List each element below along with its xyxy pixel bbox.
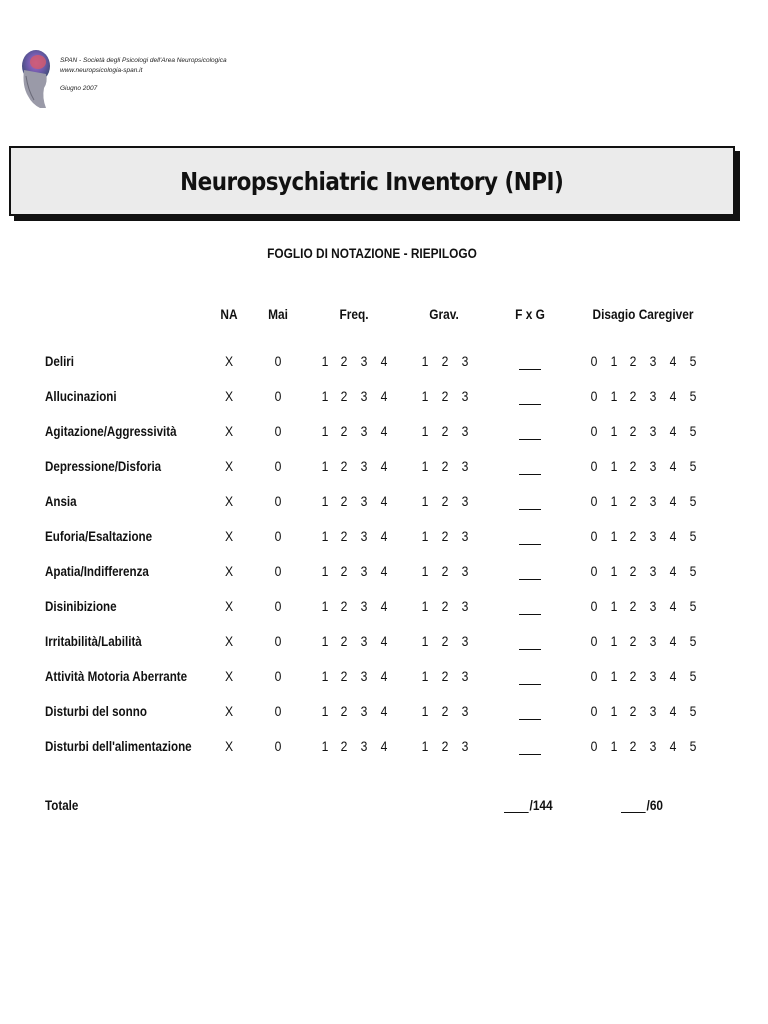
table-row	[0, 354, 768, 374]
symptom-label: Ansia	[45, 494, 77, 509]
disagio-option[interactable]: 1	[610, 354, 618, 369]
grav-option[interactable]: 3	[461, 494, 469, 509]
mai-option[interactable]: 0	[274, 739, 282, 754]
na-option[interactable]: X	[224, 494, 234, 509]
grav-option[interactable]: 3	[461, 354, 469, 369]
grav-option[interactable]: 2	[441, 739, 449, 754]
freq-option[interactable]: 4	[380, 669, 388, 684]
fxg-score-field[interactable]	[519, 389, 541, 405]
grav-option[interactable]: 1	[421, 669, 429, 684]
table-row	[0, 494, 768, 514]
grav-option[interactable]: 1	[421, 424, 429, 439]
fxg-score-field[interactable]	[519, 424, 541, 440]
disagio-option[interactable]: 3	[649, 634, 657, 649]
disagio-option[interactable]: 4	[669, 529, 677, 544]
grav-option[interactable]: 2	[441, 459, 449, 474]
na-option[interactable]: X	[224, 669, 234, 684]
symptom-label: Irritabilità/Labilità	[45, 634, 142, 649]
fxg-score-field[interactable]	[519, 634, 541, 650]
column-header-fxg: F x G	[515, 307, 545, 322]
freq-option[interactable]: 2	[340, 389, 348, 404]
fxg-score-field[interactable]	[519, 529, 541, 545]
disagio-option[interactable]: 1	[610, 459, 618, 474]
freq-option[interactable]: 3	[360, 599, 368, 614]
disagio-option[interactable]: 4	[669, 459, 677, 474]
freq-option[interactable]: 3	[360, 494, 368, 509]
freq-option[interactable]: 3	[360, 424, 368, 439]
mai-option[interactable]: 0	[274, 704, 282, 719]
organization-name: SPAN - Società degli Psicologi dell'Area Neuropsicologica	[60, 57, 227, 64]
disagio-option[interactable]: 1	[610, 739, 618, 754]
disagio-option[interactable]: 2	[629, 494, 637, 509]
grav-option[interactable]: 1	[421, 739, 429, 754]
mai-option[interactable]: 0	[274, 354, 282, 369]
table-row	[0, 389, 768, 409]
symptom-label: Attività Motoria Aberrante	[45, 669, 188, 684]
freq-option[interactable]: 1	[321, 564, 329, 579]
disagio-option[interactable]: 4	[669, 354, 677, 369]
disagio-option[interactable]: 1	[610, 669, 618, 684]
disagio-option[interactable]: 0	[590, 704, 598, 719]
grav-option[interactable]: 1	[421, 389, 429, 404]
fxg-score-field[interactable]	[519, 354, 541, 370]
disagio-option[interactable]: 5	[689, 494, 697, 509]
disagio-option[interactable]: 5	[689, 529, 697, 544]
disagio-option[interactable]: 2	[629, 564, 637, 579]
freq-option[interactable]: 3	[360, 529, 368, 544]
disagio-option[interactable]: 0	[590, 669, 598, 684]
disagio-option[interactable]: 4	[669, 599, 677, 614]
grav-option[interactable]: 3	[461, 529, 469, 544]
disagio-option[interactable]: 5	[689, 704, 697, 719]
disagio-option[interactable]: 2	[629, 739, 637, 754]
freq-option[interactable]: 4	[380, 599, 388, 614]
fxg-score-field[interactable]	[519, 739, 541, 755]
freq-option[interactable]: 1	[321, 354, 329, 369]
fxg-score-field[interactable]	[519, 459, 541, 475]
na-option[interactable]: X	[224, 634, 234, 649]
grav-option[interactable]: 2	[441, 704, 449, 719]
freq-option[interactable]: 4	[380, 354, 388, 369]
grav-option[interactable]: 3	[461, 564, 469, 579]
freq-option[interactable]: 1	[321, 704, 329, 719]
symptom-label: Disinibizione	[45, 599, 117, 614]
column-header-disagio: Disagio Caregiver	[592, 307, 694, 322]
freq-option[interactable]: 4	[380, 424, 388, 439]
grav-option[interactable]: 2	[441, 494, 449, 509]
disagio-option[interactable]: 1	[610, 424, 618, 439]
freq-option[interactable]: 4	[380, 389, 388, 404]
disagio-option[interactable]: 0	[590, 389, 598, 404]
column-header-na: NA	[220, 307, 238, 322]
disagio-option[interactable]: 4	[669, 669, 677, 684]
disagio-option[interactable]: 4	[669, 424, 677, 439]
disagio-option[interactable]: 3	[649, 389, 657, 404]
disagio-option[interactable]: 3	[649, 704, 657, 719]
freq-option[interactable]: 2	[340, 634, 348, 649]
grav-option[interactable]: 2	[441, 599, 449, 614]
table-row	[0, 669, 768, 689]
grav-option[interactable]: 1	[421, 599, 429, 614]
table-row	[0, 634, 768, 654]
section-subtitle: FOGLIO DI NOTAZIONE - RIEPILOGO	[267, 246, 477, 261]
mai-option[interactable]: 0	[274, 389, 282, 404]
grav-option[interactable]: 1	[421, 494, 429, 509]
disagio-option[interactable]: 1	[610, 494, 618, 509]
disagio-option[interactable]: 0	[590, 564, 598, 579]
na-option[interactable]: X	[224, 529, 234, 544]
grav-option[interactable]: 1	[421, 354, 429, 369]
freq-option[interactable]: 2	[340, 354, 348, 369]
freq-option[interactable]: 1	[321, 599, 329, 614]
mai-option[interactable]: 0	[274, 599, 282, 614]
freq-option[interactable]: 2	[340, 599, 348, 614]
disagio-option[interactable]: 2	[629, 354, 637, 369]
grav-option[interactable]: 3	[461, 704, 469, 719]
symptom-label: Agitazione/Aggressività	[45, 424, 177, 439]
freq-option[interactable]: 3	[360, 389, 368, 404]
grav-option[interactable]: 2	[441, 669, 449, 684]
disagio-option[interactable]: 0	[590, 599, 598, 614]
grav-option[interactable]: 3	[461, 424, 469, 439]
freq-option[interactable]: 4	[380, 634, 388, 649]
disagio-option[interactable]: 0	[590, 634, 598, 649]
table-row	[0, 599, 768, 619]
grav-option[interactable]: 2	[441, 529, 449, 544]
freq-option[interactable]: 3	[360, 739, 368, 754]
disagio-option[interactable]: 0	[590, 494, 598, 509]
total-fxg[interactable]: /144	[504, 798, 553, 813]
disagio-option[interactable]: 5	[689, 354, 697, 369]
freq-option[interactable]: 1	[321, 424, 329, 439]
table-row	[0, 564, 768, 584]
table-row	[0, 529, 768, 549]
freq-option[interactable]: 1	[321, 494, 329, 509]
fxg-score-field[interactable]	[519, 669, 541, 685]
symptom-label: Disturbi dell'alimentazione	[45, 739, 192, 754]
freq-option[interactable]: 4	[380, 739, 388, 754]
disagio-option[interactable]: 1	[610, 634, 618, 649]
mai-option[interactable]: 0	[274, 564, 282, 579]
table-row	[0, 704, 768, 724]
na-option[interactable]: X	[224, 354, 234, 369]
disagio-option[interactable]: 5	[689, 564, 697, 579]
disagio-option[interactable]: 1	[610, 564, 618, 579]
mai-option[interactable]: 0	[274, 459, 282, 474]
title-banner	[9, 146, 735, 216]
grav-option[interactable]: 3	[461, 634, 469, 649]
disagio-option[interactable]: 2	[629, 599, 637, 614]
fxg-score-field[interactable]	[519, 599, 541, 615]
grav-option[interactable]: 2	[441, 634, 449, 649]
disagio-option[interactable]: 0	[590, 424, 598, 439]
freq-option[interactable]: 1	[321, 739, 329, 754]
disagio-option[interactable]: 2	[629, 704, 637, 719]
symptom-label: Euforia/Esaltazione	[45, 529, 153, 544]
symptom-label: Apatia/Indifferenza	[45, 564, 149, 579]
mai-option[interactable]: 0	[274, 634, 282, 649]
disagio-option[interactable]: 3	[649, 494, 657, 509]
grav-option[interactable]: 3	[461, 599, 469, 614]
total-label: Totale	[45, 798, 79, 813]
freq-option[interactable]: 4	[380, 494, 388, 509]
document-header	[14, 44, 414, 114]
fxg-score-field[interactable]	[519, 704, 541, 720]
mai-option[interactable]: 0	[274, 424, 282, 439]
grav-option[interactable]: 2	[441, 354, 449, 369]
na-option[interactable]: X	[224, 389, 234, 404]
disagio-option[interactable]: 0	[590, 739, 598, 754]
na-option[interactable]: X	[224, 704, 234, 719]
freq-option[interactable]: 4	[380, 459, 388, 474]
disagio-option[interactable]: 2	[629, 529, 637, 544]
disagio-option[interactable]: 1	[610, 529, 618, 544]
symptom-label: Depressione/Disforia	[45, 459, 162, 474]
freq-option[interactable]: 2	[340, 564, 348, 579]
disagio-option[interactable]: 5	[689, 424, 697, 439]
disagio-option[interactable]: 1	[610, 704, 618, 719]
disagio-option[interactable]: 5	[689, 599, 697, 614]
freq-option[interactable]: 1	[321, 529, 329, 544]
grav-option[interactable]: 3	[461, 739, 469, 754]
document-date: Giugno 2007	[60, 85, 98, 92]
disagio-option[interactable]: 0	[590, 459, 598, 474]
freq-option[interactable]: 1	[321, 389, 329, 404]
disagio-option[interactable]: 5	[689, 389, 697, 404]
disagio-option[interactable]: 3	[649, 424, 657, 439]
freq-option[interactable]: 4	[380, 529, 388, 544]
disagio-option[interactable]: 5	[689, 739, 697, 754]
grav-option[interactable]: 2	[441, 564, 449, 579]
freq-option[interactable]: 2	[340, 704, 348, 719]
freq-option[interactable]: 3	[360, 564, 368, 579]
freq-option[interactable]: 3	[360, 669, 368, 684]
disagio-option[interactable]: 3	[649, 354, 657, 369]
mai-option[interactable]: 0	[274, 529, 282, 544]
freq-option[interactable]: 1	[321, 634, 329, 649]
symptom-label: Disturbi del sonno	[45, 704, 147, 719]
total-row	[0, 798, 768, 818]
na-option[interactable]: X	[224, 459, 234, 474]
disagio-option[interactable]: 5	[689, 634, 697, 649]
column-header-grav: Grav.	[429, 307, 459, 322]
disagio-option[interactable]: 2	[629, 459, 637, 474]
disagio-option[interactable]: 5	[689, 459, 697, 474]
freq-option[interactable]: 3	[360, 704, 368, 719]
na-option[interactable]: X	[224, 564, 234, 579]
column-header-mai: Mai	[268, 307, 288, 322]
mai-option[interactable]: 0	[274, 494, 282, 509]
disagio-option[interactable]: 2	[629, 634, 637, 649]
mai-option[interactable]: 0	[274, 669, 282, 684]
disagio-option[interactable]: 4	[669, 494, 677, 509]
freq-option[interactable]: 4	[380, 564, 388, 579]
disagio-option[interactable]: 2	[629, 669, 637, 684]
freq-option[interactable]: 3	[360, 634, 368, 649]
disagio-option[interactable]: 3	[649, 739, 657, 754]
grav-option[interactable]: 1	[421, 564, 429, 579]
grav-option[interactable]: 1	[421, 459, 429, 474]
grav-option[interactable]: 3	[461, 459, 469, 474]
freq-option[interactable]: 3	[360, 354, 368, 369]
na-option[interactable]: X	[224, 739, 234, 754]
organization-url: www.neuropsicologia-span.it	[60, 67, 143, 74]
grav-option[interactable]: 2	[441, 389, 449, 404]
disagio-option[interactable]: 4	[669, 564, 677, 579]
disagio-option[interactable]: 3	[649, 564, 657, 579]
na-option[interactable]: X	[224, 424, 234, 439]
freq-option[interactable]: 2	[340, 669, 348, 684]
fxg-score-field[interactable]	[519, 564, 541, 580]
freq-option[interactable]: 2	[340, 494, 348, 509]
disagio-option[interactable]: 0	[590, 354, 598, 369]
table-row	[0, 424, 768, 444]
freq-option[interactable]: 4	[380, 704, 388, 719]
disagio-option[interactable]: 3	[649, 459, 657, 474]
na-option[interactable]: X	[224, 599, 234, 614]
freq-option[interactable]: 3	[360, 459, 368, 474]
total-disagio[interactable]: /60	[621, 798, 663, 813]
disagio-option[interactable]: 3	[649, 529, 657, 544]
grav-option[interactable]: 1	[421, 529, 429, 544]
disagio-option[interactable]: 4	[669, 704, 677, 719]
disagio-option[interactable]: 0	[590, 529, 598, 544]
grav-option[interactable]: 2	[441, 424, 449, 439]
disagio-option[interactable]: 3	[649, 669, 657, 684]
freq-option[interactable]: 1	[321, 459, 329, 474]
disagio-option[interactable]: 3	[649, 599, 657, 614]
grav-option[interactable]: 3	[461, 669, 469, 684]
disagio-option[interactable]: 4	[669, 389, 677, 404]
head-brain-logo-icon	[16, 46, 52, 110]
grav-option[interactable]: 1	[421, 704, 429, 719]
disagio-option[interactable]: 1	[610, 389, 618, 404]
freq-option[interactable]: 2	[340, 459, 348, 474]
disagio-option[interactable]: 4	[669, 739, 677, 754]
grav-option[interactable]: 3	[461, 389, 469, 404]
disagio-option[interactable]: 4	[669, 634, 677, 649]
table-row	[0, 739, 768, 759]
freq-option[interactable]: 2	[340, 424, 348, 439]
symptom-label: Allucinazioni	[45, 389, 117, 404]
fxg-score-field[interactable]	[519, 494, 541, 510]
symptom-label: Deliri	[45, 354, 75, 369]
freq-option[interactable]: 2	[340, 739, 348, 754]
disagio-option[interactable]: 1	[610, 599, 618, 614]
disagio-option[interactable]: 2	[629, 389, 637, 404]
column-header-freq: Freq.	[339, 307, 369, 322]
page-title: Neuropsychiatric Inventory (NPI)	[180, 166, 564, 196]
grav-option[interactable]: 1	[421, 634, 429, 649]
freq-option[interactable]: 1	[321, 669, 329, 684]
disagio-option[interactable]: 5	[689, 669, 697, 684]
table-row	[0, 459, 768, 479]
disagio-option[interactable]: 2	[629, 424, 637, 439]
freq-option[interactable]: 2	[340, 529, 348, 544]
